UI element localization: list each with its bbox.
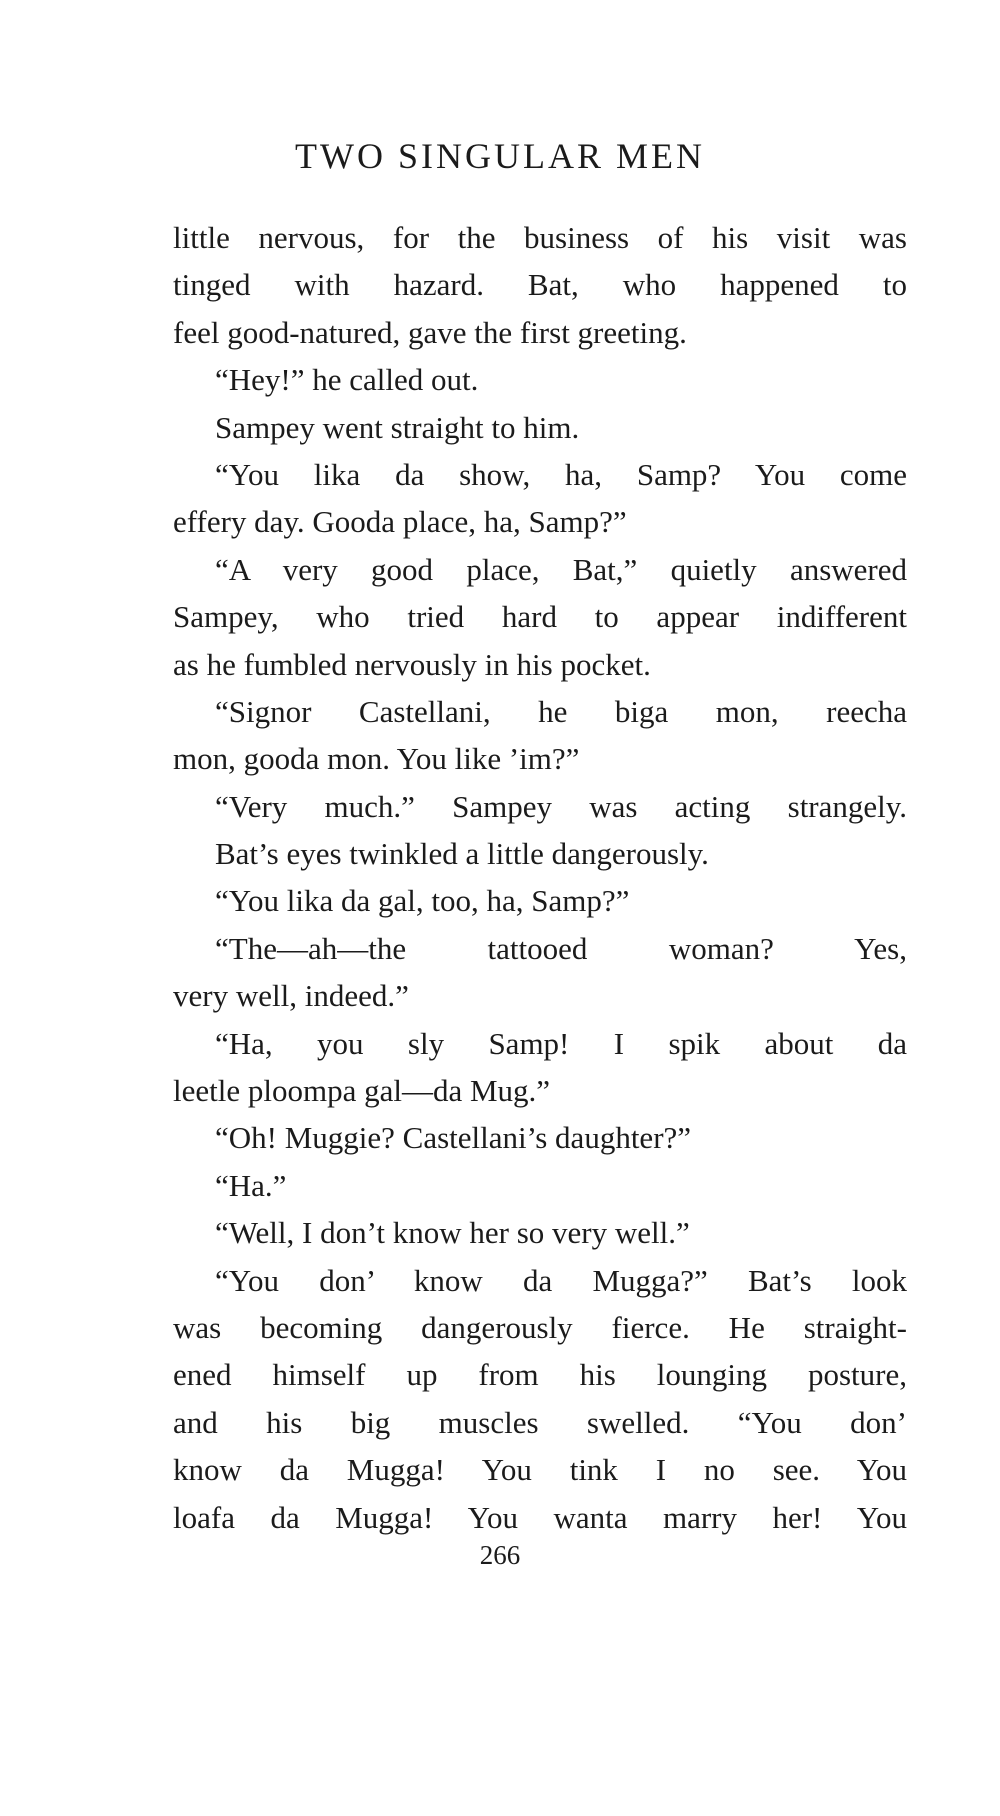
text-line: “You don’ know da Mugga?” Bat’s look <box>215 1262 907 1298</box>
text-line: and his big muscles swelled. “You don’ <box>173 1404 907 1440</box>
text-line: “The—ah—the tattooed woman? Yes, <box>215 930 907 966</box>
text-line: tinged with hazard. Bat, who happened to <box>173 267 907 303</box>
text-line: know da Mugga! You tink I no see. You <box>173 1452 907 1488</box>
text-line: feel good-natured, gave the first greeting. <box>173 314 687 350</box>
text-line: very well, indeed.” <box>173 978 409 1014</box>
text-line: effery day. Gooda place, ha, Samp?” <box>173 504 627 540</box>
text-line: “You lika da show, ha, Samp? You come <box>215 456 907 492</box>
text-line: “You lika da gal, too, ha, Samp?” <box>215 883 630 919</box>
running-head: TWO SINGULAR MEN <box>295 136 705 176</box>
text-line: Sampey went straight to him. <box>215 409 580 445</box>
text-line: “A very good place, Bat,” quietly answered <box>215 551 907 587</box>
text-line: “Very much.” Sampey was acting strangely. <box>215 788 907 824</box>
text-line: loafa da Mugga! You wanta marry her! You <box>173 1499 907 1535</box>
text-line: “Signor Castellani, he biga mon, reecha <box>215 693 907 729</box>
page-number: 266 <box>479 1540 521 1570</box>
text-line: “Hey!” he called out. <box>215 362 479 398</box>
text-line: ened himself up from his lounging posture, <box>173 1357 907 1393</box>
text-line: little nervous, for the business of his visit was <box>173 220 907 255</box>
text-line: was becoming dangerously fierce. He straight- <box>173 1309 907 1345</box>
text-line: leetle ploompa gal—da Mug.” <box>173 1073 551 1109</box>
text-line: Sampey, who tried hard to appear indifferent <box>173 599 907 635</box>
text-line: “Oh! Muggie? Castellani’s daughter?” <box>215 1120 692 1156</box>
text-line: Bat’s eyes twinkled a little dangerously. <box>215 836 709 872</box>
text-line: “Ha.” <box>215 1167 287 1203</box>
text-line: as he fumbled nervously in his pocket. <box>173 646 651 682</box>
text-line: mon, gooda mon. You like ’im?” <box>173 741 580 777</box>
text-line: “Ha, you sly Samp! I spik about da <box>215 1025 907 1061</box>
body-text <box>173 214 907 1541</box>
text-line: “Well, I don’t know her so very well.” <box>215 1215 690 1251</box>
